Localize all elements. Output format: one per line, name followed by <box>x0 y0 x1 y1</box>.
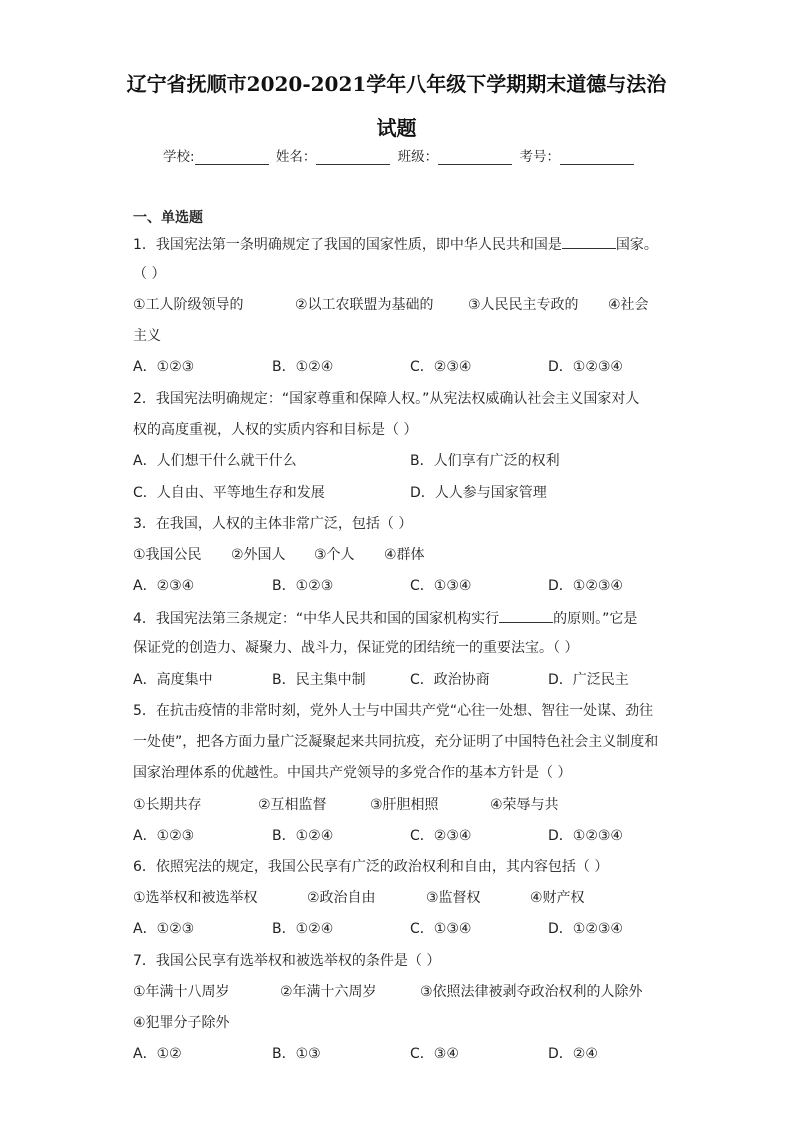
q2-stem-line1: 2．我国宪法明确规定：“国家尊重和保障人权。”从宪法权威确认社会主义国家对人 <box>133 391 640 407</box>
q6-item: ②政治自由 <box>307 890 376 906</box>
q1-stem-text: 1．我国宪法第一条明确规定了我国的国家性质，即中华人民共和国是 <box>133 237 562 253</box>
q5-stem-line1: 5．在抗击疫情的非常时刻，党外人士与中国共产党“心往一处想、智往一处谋、劲往 <box>133 703 654 719</box>
exam-no-label: 考号： <box>519 149 560 165</box>
q5-stem-line2: 一处使”，把各方面力量广泛凝聚起来共同抗疫，充分证明了中国特色社会主义制度和 <box>133 734 659 750</box>
q1-blank <box>562 234 616 249</box>
q1-option-d: D．①②③④ <box>548 359 623 375</box>
section-heading: 一、单选题 <box>133 210 203 226</box>
q7-option-a: A．①② <box>133 1046 182 1062</box>
class-label: 班级： <box>397 149 439 165</box>
q4-stem-text: 4．我国宪法第三条规定：“中华人民共和国的国家机构实行 <box>133 611 500 627</box>
q7-option-c: C．③④ <box>410 1046 459 1062</box>
q5-stem-line3: 国家治理体系的优越性。中国共产党领导的多党合作的基本方针是（ ） <box>133 765 572 781</box>
q5-option-c: C．②③④ <box>410 828 472 844</box>
q7-stem-line1: 7．我国公民享有选举权和被选举权的条件是（ ） <box>133 953 441 969</box>
q6-option-d: D．①②③④ <box>548 921 623 937</box>
q3-option-d: D．①②③④ <box>548 578 623 594</box>
exam-title-line2: 试题 <box>376 116 417 140</box>
q6-item: ③监督权 <box>426 890 481 906</box>
q5-option-a: A．①②③ <box>133 828 195 844</box>
q4-option-a: A．高度集中 <box>133 672 213 688</box>
q7-item: ①年满十八周岁 <box>133 984 230 1000</box>
q1-stem-tail: 国家。 <box>615 237 658 253</box>
q4-option-d: D．广泛民主 <box>548 672 629 688</box>
student-info-line <box>163 145 637 165</box>
exam-no-blank <box>560 149 634 165</box>
q3-option-c: C．①③④ <box>410 578 472 594</box>
q1-item: ①工人阶级领导的 <box>133 297 244 313</box>
q3-item: ③个人 <box>314 547 355 563</box>
name-blank <box>316 149 390 165</box>
q4-option-c: C．政治协商 <box>410 672 490 688</box>
q4-stem-tail: 的原则。”它是 <box>553 611 638 627</box>
q6-option-a: A．①②③ <box>133 921 195 937</box>
q6-item: ④财产权 <box>530 890 585 906</box>
q4-stem-line2: 保证党的创造力、凝聚力、战斗力，保证党的团结统一的重要法宝。（ ） <box>133 640 579 656</box>
q2-stem-line2: 权的高度重视，人权的实质内容和目标是（ ） <box>133 422 418 438</box>
q7-item-line2: ④犯罪分子除外 <box>133 1015 230 1031</box>
q1-item: ③人民民主专政的 <box>468 297 579 313</box>
q3-item: ①我国公民 <box>133 547 202 563</box>
q4-stem-line1 <box>133 608 637 628</box>
q3-stem-line1: 3．在我国，人权的主体非常广泛，包括（ ） <box>133 516 413 532</box>
q2-option-b: B．人们享有广泛的权利 <box>410 453 560 469</box>
q3-item: ④群体 <box>384 547 425 563</box>
q1-stem-line2: （ ） <box>133 266 166 282</box>
q1-option-c: C．②③④ <box>410 359 472 375</box>
q3-option-a: A．②③④ <box>133 578 195 594</box>
q7-item: ③依照法律被剥夺政治权利的人除外 <box>420 984 643 1000</box>
q4-option-b: B．民主集中制 <box>272 672 366 688</box>
q5-option-d: D．①②③④ <box>548 828 623 844</box>
q1-item-line2: 主义 <box>133 328 161 344</box>
exam-title-line1: 辽宁省抚顺市2020-2021学年八年级下学期期末道德与法治 <box>126 72 667 96</box>
q2-option-d: D．人人参与国家管理 <box>410 485 547 501</box>
school-label: 学校: <box>163 149 195 165</box>
q5-item: ④荣辱与共 <box>490 797 559 813</box>
q6-option-c: C．①③④ <box>410 921 472 937</box>
q2-option-c: C．人自由、平等地生存和发展 <box>133 485 325 501</box>
q5-item: ②互相监督 <box>258 797 327 813</box>
name-label: 姓名： <box>275 149 317 165</box>
school-blank <box>195 149 269 165</box>
q1-option-a: A．①②③ <box>133 359 195 375</box>
q1-stem-line1 <box>133 234 658 254</box>
q6-stem-line1: 6．依照宪法的规定，我国公民享有广泛的政治权利和自由，其内容包括（ ） <box>133 859 609 875</box>
q4-blank <box>499 608 553 623</box>
q1-option-b: B．①②④ <box>272 359 334 375</box>
q2-option-a: A．人们想干什么就干什么 <box>133 453 297 469</box>
q3-option-b: B．①②③ <box>272 578 334 594</box>
q3-item: ②外国人 <box>231 547 286 563</box>
q5-item: ①长期共存 <box>133 797 202 813</box>
q7-item: ②年满十六周岁 <box>280 984 377 1000</box>
q6-option-b: B．①②④ <box>272 921 334 937</box>
q6-item: ①选举权和被选举权 <box>133 890 258 906</box>
q7-option-d: D．②④ <box>548 1046 598 1062</box>
q7-option-b: B．①③ <box>272 1046 321 1062</box>
q5-option-b: B．①②④ <box>272 828 334 844</box>
class-blank <box>438 149 512 165</box>
q1-item: ②以工农联盟为基础的 <box>295 297 434 313</box>
q1-item: ④社会 <box>608 297 649 313</box>
q5-item: ③肝胆相照 <box>370 797 439 813</box>
